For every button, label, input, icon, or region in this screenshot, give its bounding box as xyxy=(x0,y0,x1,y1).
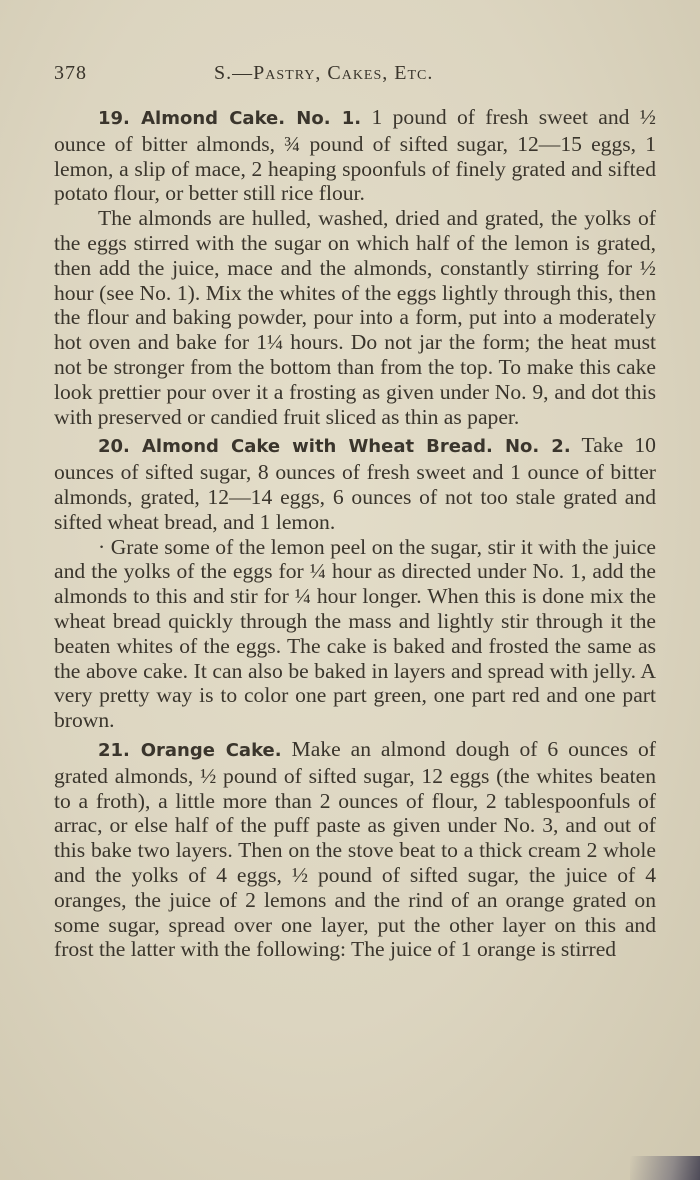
recipe-title: Almond Cake with Wheat Bread. No. 2. xyxy=(141,436,571,458)
recipe-title: Almond Cake. No. 1. xyxy=(141,108,362,129)
recipe-19-heading xyxy=(98,108,361,129)
recipe-number: 20. xyxy=(98,436,130,458)
recipe-ingredients: Take 10 ounces of sifted sugar, 8 ounces of fresh sweet and 1 ounce of bitter almonds, grated, 12—14 eggs, 6 ounces of not too stale grated and sifted wheat bread, and 1 lemon. xyxy=(54,433,656,534)
recipe-21-intro xyxy=(54,737,656,962)
recipe-ingredients: 1 pound of fresh sweet and ½ ounce of bitter almonds, ¾ pound of sifted sugar, 12—15 eggs, 1 lemon, a slip of mace, 2 heaping spoonfuls of finely grated and sifted potato flour, or better still rice flour. xyxy=(54,105,656,206)
running-head xyxy=(54,62,656,85)
chapter-header: S.—Pastry, Cakes, Etc. xyxy=(214,62,434,84)
recipe-21-heading xyxy=(98,740,282,761)
page-number: 378 xyxy=(54,62,87,84)
recipe-19-intro xyxy=(54,105,656,206)
recipe-number: 19. xyxy=(98,108,130,129)
recipe-20-heading xyxy=(98,436,571,457)
recipe-20-intro xyxy=(54,433,656,534)
recipe-number: 21. xyxy=(98,739,130,761)
recipe-19-body: The almonds are hulled, washed, dried and grated, the yolks of the eggs stirred with the sugar on which half of the lemon is grated, then add the juice, mace and the almonds, constantly stirring for ½ hour (see No. 1). Mix the whites of the eggs lightly through this, then the flour and baking powder, pour into a form, put into a moderately hot oven and bake for 1¼ hours. Do not jar the form; the heat must not be stronger from the bottom than from the top. To make this cake look prettier pour over it a frosting as given under No. 9, and dot this with preserved or candied fruit sliced as thin as paper. xyxy=(54,206,656,429)
recipe-20-body: · Grate some of the lemon peel on the sugar, stir it with the juice and the yolks of the eggs for ¼ hour as directed under No. 1, add the almonds to this and stir for ¼ hour longer. When this is done mix the wheat bread quickly through the mass and lightly stir through it the beaten whites of the eggs. The cake is baked and frosted the same as the above cake. It can also be baked in layers and spread with jelly. A very pretty way is to color one part green, one part red and one part brown. xyxy=(54,534,656,733)
page-body xyxy=(54,105,656,962)
recipe-ingredients: Make an almond dough of 6 ounces of grated almonds, ½ pound of sifted sugar, 12 eggs (the whites beaten to a froth), a little more than 2 ounces of flour, 2 tablespoonfuls of arrac, or else half of the puff paste as given under No. 3, and out of this bake two layers. Then on the stove beat to a thick cream 2 whole and the yolks of 4 eggs, ½ pound of sifted sugar, the juice of 4 oranges, the juice of 2 lemons and the rind of an orange grated on some sugar, spread over one layer, put the other layer on this and frost the latter with the following: The juice of 1 orange is stirred xyxy=(54,736,656,962)
page-edge-shadow xyxy=(630,1156,700,1180)
recipe-title: Orange Cake. xyxy=(140,739,282,761)
